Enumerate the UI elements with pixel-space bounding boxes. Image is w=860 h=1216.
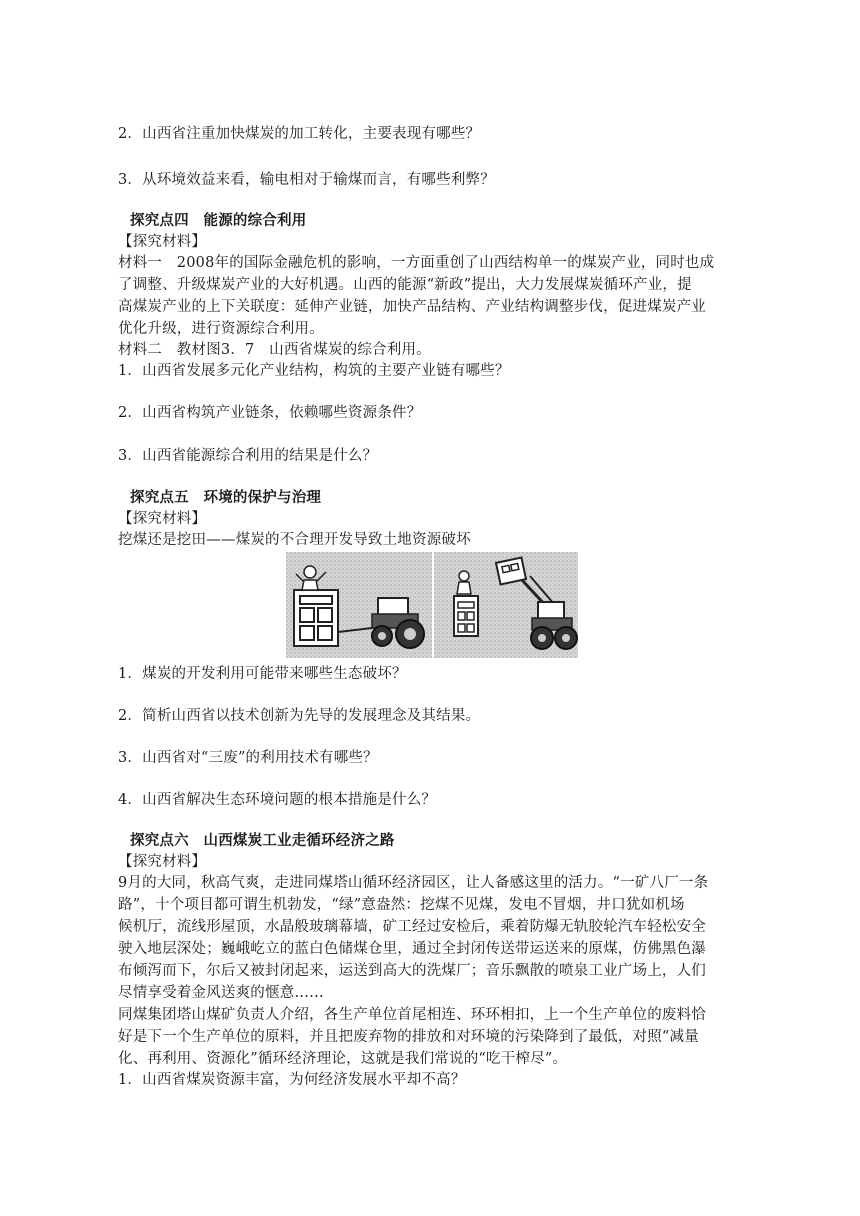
material-tag: 【探究材料】 — [118, 511, 207, 527]
section-heading: 探究点四 能源的综合利用 — [130, 212, 307, 229]
paragraph-line: 路”，十个项目都可谓生机勃发，“绿”意盎然：挖煤不见煤，发电不冒烟，井口犹如机场 — [118, 897, 685, 913]
question-text: 1．山西省发展多元化产业结构，构筑的主要产业链有哪些？ — [118, 363, 510, 379]
section-heading: 探究点六 山西煤炭工业走循环经济之路 — [130, 832, 395, 849]
coal-mining-illustration — [286, 552, 578, 658]
paragraph-line: 布倾泻而下，尔后又被封闭起来，运送到高大的洗煤厂；音乐飘散的喷泉工业广场上，人们 — [118, 963, 706, 979]
question-text: 4．山西省解决生态环境问题的根本措施是什么？ — [118, 792, 437, 808]
section-heading: 探究点五 环境的保护与治理 — [130, 489, 322, 506]
question-text: 1．煤炭的开发利用可能带来哪些生态破坏？ — [118, 666, 407, 682]
paragraph-line: 候机厅，流线形屋顶，水晶般玻璃幕墙，矿工经过安检后，乘着防爆无轨胶轮汽车轻松安全 — [118, 919, 706, 935]
paragraph-line: 材料二 教材图3．7 山西省煤炭的综合利用。 — [118, 342, 431, 358]
paragraph-line: 化、再利用、资源化”循环经济理论，这就是我们常说的“吃干榨尽”。 — [118, 1051, 568, 1067]
cartoon-image — [286, 552, 578, 658]
paragraph-line: 好是下一个生产单位的原料，并且把废弃物的排放和对环境的污染降到了最低，对照“减量 — [118, 1029, 699, 1045]
question-text: 1．山西省煤炭资源丰富，为何经济发展水平却不高？ — [118, 1072, 466, 1088]
paragraph-line: 9月的大同，秋高气爽，走进同煤塔山循环经济园区，让人备感这里的活力。“一矿八厂一条 — [118, 875, 709, 891]
question-text: 3．从环境效益来看，输电相对于输煤而言，有哪些利弊？ — [118, 172, 495, 188]
field-block-left — [294, 590, 338, 646]
question-text: 2．简析山西省以技术创新为先导的发展理念及其结果。 — [118, 708, 481, 724]
question-text: 2．山西省注重加快煤炭的加工转化，主要表现有哪些？ — [118, 126, 481, 142]
material-tag: 【探究材料】 — [118, 234, 207, 250]
question-text: 3．山西省能源综合利用的结果是什么？ — [118, 448, 378, 464]
paragraph-line: 挖煤还是挖田——煤炭的不合理开发导致土地资源破坏 — [118, 532, 471, 548]
paragraph-line: 同煤集团塔山煤矿负责人介绍，各生产单位首尾相连、环环相扣，上一个生产单位的废料恰 — [118, 1007, 706, 1023]
paragraph-line: 尽情享受着金风送爽的惬意…… — [118, 985, 324, 1001]
person-right — [457, 571, 471, 594]
paragraph-line: 驶入地层深处；巍峨屹立的蓝白色储煤仓里，通过全封闭传送带运送来的原煤，仿佛黑色瀑 — [118, 941, 706, 957]
question-text: 3．山西省对“三废”的利用技术有哪些？ — [118, 750, 378, 766]
material-tag: 【探究材料】 — [118, 854, 207, 870]
lifted-block — [496, 558, 526, 585]
field-block-right — [454, 596, 478, 636]
paragraph-line: 材料一 2008年的国际金融危机的影响，一方面重创了山西结构单一的煤炭产业，同时也成 — [118, 255, 715, 271]
paragraph-line: 优化升级，进行资源综合利用。 — [118, 321, 324, 337]
paragraph-line: 高煤炭产业的上下关联度：延伸产业链，加快产品结构、产业结构调整步伐，促进煤炭产业 — [118, 299, 706, 315]
question-text: 2．山西省构筑产业链条，依赖哪些资源条件？ — [118, 405, 422, 421]
paragraph-line: 了调整、升级煤炭产业的大好机遇。山西的能源“新政”提出，大力发展煤炭循环产业，提 — [118, 277, 692, 293]
